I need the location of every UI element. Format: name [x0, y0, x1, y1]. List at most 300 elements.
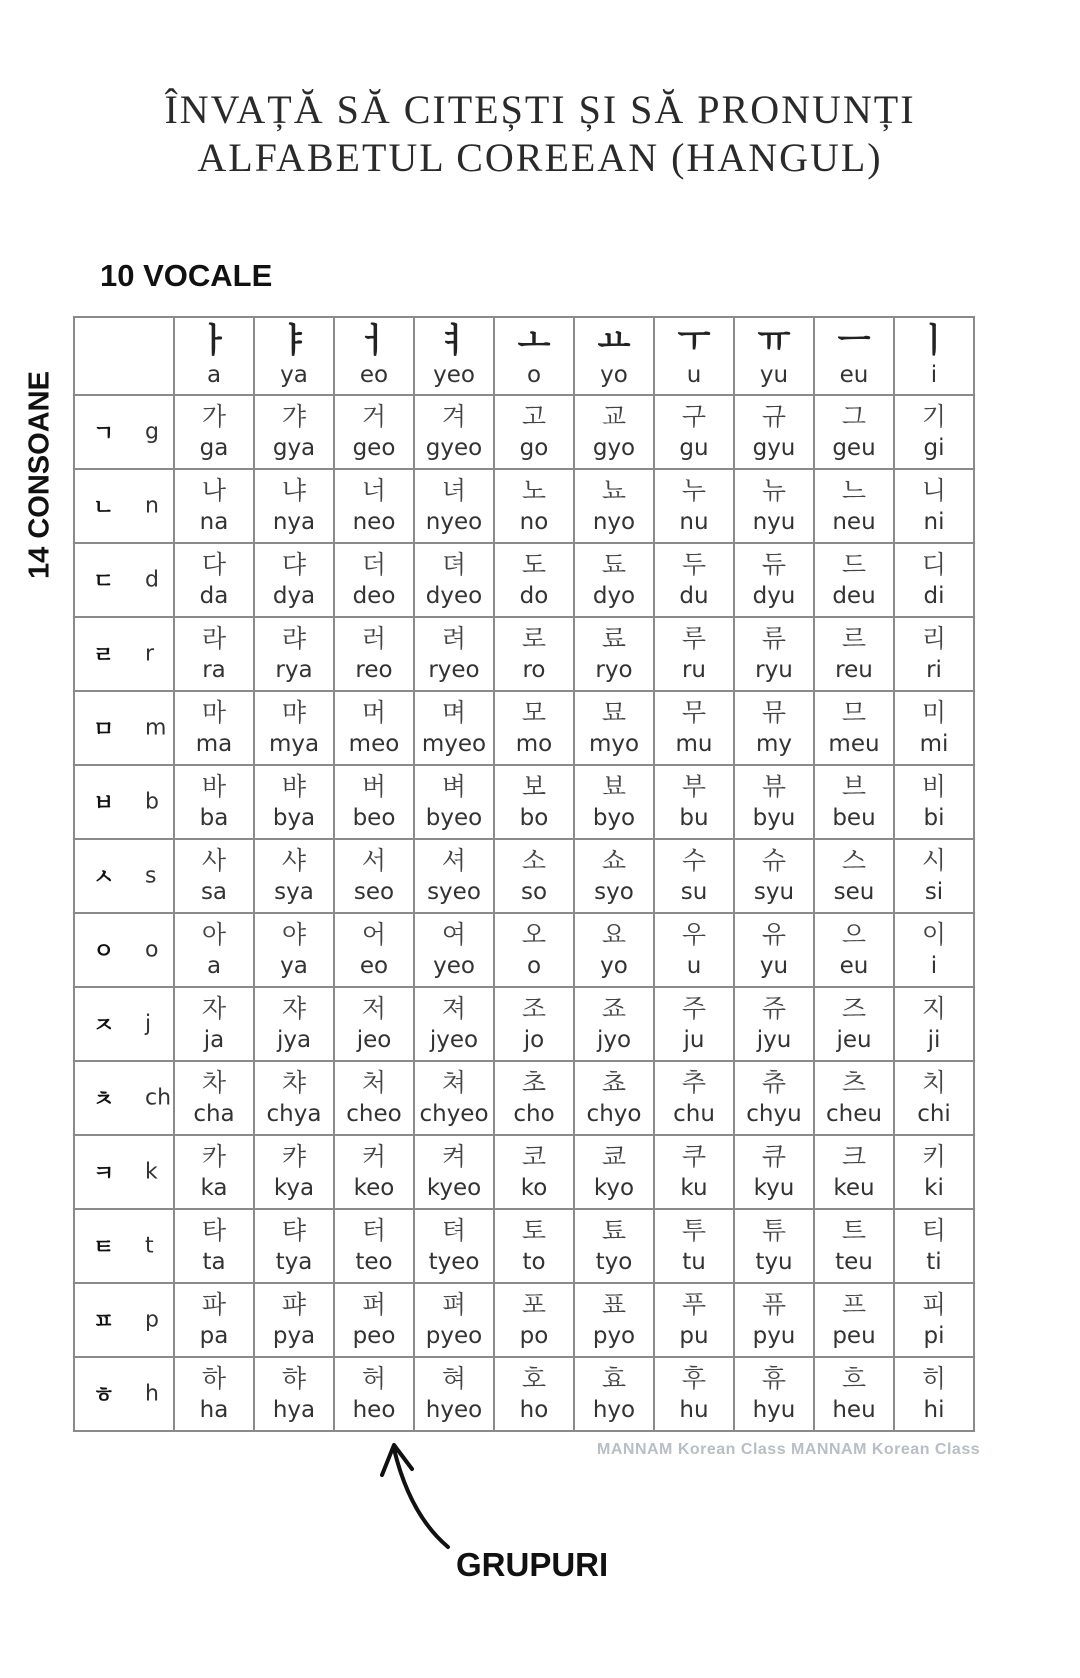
syllable-romanization: u [686, 953, 702, 979]
syllable-romanization: rya [275, 657, 313, 683]
syllable-cell [894, 1135, 974, 1209]
syllable-romanization: gya [272, 435, 316, 461]
consonant-letter: ㄱ [93, 421, 115, 447]
syllable-cell [734, 1061, 814, 1135]
syllable: 효 [601, 1364, 627, 1393]
syllable-romanization: chi [917, 1101, 951, 1127]
syllable: 허 [361, 1364, 387, 1393]
syllable-cell [334, 469, 414, 543]
vowel-romanization: eo [359, 362, 389, 388]
vowel-letter: ㅡ [837, 321, 871, 361]
syllable: 아 [201, 920, 227, 949]
syllable-romanization: cha [193, 1101, 235, 1127]
syllable-cell [574, 543, 654, 617]
syllable-romanization: tya [275, 1249, 313, 1275]
syllable: 먀 [281, 698, 307, 727]
syllable-romanization: da [199, 583, 229, 609]
syllable-romanization: cheo [346, 1101, 402, 1127]
syllable-cell [174, 913, 254, 987]
syllable-cell [894, 691, 974, 765]
syllable-cell [254, 913, 334, 987]
syllable-romanization: heu [832, 1397, 876, 1423]
syllable-cell [654, 543, 734, 617]
syllable-romanization: go [519, 435, 549, 461]
syllable: 츠 [841, 1068, 867, 1097]
syllable: 챠 [281, 1068, 307, 1097]
syllable: 묘 [601, 698, 627, 727]
vowel-romanization: u [686, 362, 702, 388]
syllable-romanization: ko [520, 1175, 548, 1201]
syllable-cell [414, 1209, 494, 1283]
syllable: 며 [441, 698, 467, 727]
syllable: 스 [841, 846, 867, 875]
consonant-cell [74, 1135, 174, 1209]
syllable-cell [414, 1357, 494, 1431]
syllable: 튜 [761, 1216, 787, 1245]
title-line-2: ALFABETUL COREEAN (HANGUL) [197, 135, 883, 180]
syllable-romanization: ta [202, 1249, 226, 1275]
syllable-cell [174, 617, 254, 691]
syllable-cell [894, 913, 974, 987]
syllable: 퍄 [281, 1290, 307, 1319]
syllable: 큐 [761, 1142, 787, 1171]
syllable-romanization: ryu [755, 657, 793, 683]
syllable-cell [254, 1135, 334, 1209]
syllable-cell [494, 1135, 574, 1209]
syllable: 디 [921, 550, 947, 579]
syllable-romanization: ji [927, 1027, 941, 1053]
page-title [0, 86, 1080, 182]
consonant-romanization: d [145, 567, 159, 593]
syllable-romanization: dyu [752, 583, 796, 609]
syllable-romanization: ba [199, 805, 229, 831]
syllable-cell [174, 987, 254, 1061]
syllable-cell [494, 617, 574, 691]
syllable: 고 [521, 402, 547, 431]
syllable-romanization: ka [200, 1175, 228, 1201]
consonant-romanization: t [145, 1233, 154, 1259]
syllable-romanization: pyo [592, 1323, 636, 1349]
syllable: 뱌 [281, 772, 307, 801]
syllable-romanization: jyo [596, 1027, 632, 1053]
consonant-cell [74, 1357, 174, 1431]
consonant-cell [74, 1283, 174, 1357]
syllable-cell [574, 765, 654, 839]
consonant-romanization: s [145, 863, 157, 889]
vowel-letter: ㅣ [917, 321, 951, 361]
groups-label: GRUPURI [456, 1546, 609, 1583]
syllable: 료 [601, 624, 627, 653]
syllable: 므 [841, 698, 867, 727]
syllable-cell [174, 1283, 254, 1357]
syllable-romanization: ra [202, 657, 226, 683]
syllable-romanization: hu [679, 1397, 709, 1423]
syllable-romanization: beo [352, 805, 396, 831]
syllable-cell [814, 691, 894, 765]
syllable-cell [734, 987, 814, 1061]
syllable: 푸 [681, 1290, 707, 1319]
syllable-cell [254, 395, 334, 469]
syllable-cell [414, 395, 494, 469]
vowel-letter: ㅏ [197, 321, 231, 361]
syllable: 커 [361, 1142, 387, 1171]
syllable: 쿄 [601, 1142, 627, 1171]
vowel-letter: ㅜ [677, 321, 711, 361]
consonant-romanization: o [145, 937, 159, 963]
syllable-cell [574, 1357, 654, 1431]
syllable: 펴 [441, 1290, 467, 1319]
syllable-romanization: di [923, 583, 945, 609]
syllable-romanization: ja [203, 1027, 225, 1053]
syllable-romanization: neo [352, 509, 396, 535]
syllable-cell [174, 1357, 254, 1431]
syllable-romanization: myeo [421, 731, 487, 757]
syllable-cell [574, 617, 654, 691]
syllable-romanization: chyo [586, 1101, 642, 1127]
consonant-letter: ㄴ [93, 495, 115, 521]
syllable-cell [574, 691, 654, 765]
syllable-romanization: po [519, 1323, 549, 1349]
syllable: 뎌 [441, 550, 467, 579]
syllable-cell [254, 765, 334, 839]
syllable: 요 [601, 920, 627, 949]
syllable-cell [414, 913, 494, 987]
syllable-romanization: yo [600, 953, 628, 979]
syllable-cell [334, 617, 414, 691]
syllable-cell [414, 1135, 494, 1209]
vowel-romanization: eu [839, 362, 869, 388]
syllable-cell [894, 839, 974, 913]
syllable: 마 [201, 698, 227, 727]
vowel-letter: ㅗ [517, 321, 551, 361]
syllable: 느 [841, 476, 867, 505]
syllable: 슈 [761, 846, 787, 875]
syllable-romanization: peu [832, 1323, 876, 1349]
syllable: 셔 [441, 846, 467, 875]
syllable-romanization: dyo [592, 583, 636, 609]
vowel-letter: ㅠ [757, 321, 791, 361]
syllable: 부 [681, 772, 707, 801]
syllable: 교 [601, 402, 627, 431]
syllable-romanization: reo [355, 657, 393, 683]
syllable: 이 [921, 920, 947, 949]
syllable: 됴 [601, 550, 627, 579]
consonant-cell [74, 469, 174, 543]
syllable-cell [894, 1283, 974, 1357]
syllable: 캬 [281, 1142, 307, 1171]
syllable: 처 [361, 1068, 387, 1097]
syllable-romanization: kyo [593, 1175, 635, 1201]
syllable-romanization: eo [359, 953, 389, 979]
syllable-cell [174, 765, 254, 839]
syllable-romanization: ki [924, 1175, 944, 1201]
syllable: 뉴 [761, 476, 787, 505]
syllable: 크 [841, 1142, 867, 1171]
syllable: 조 [521, 994, 547, 1023]
consonant-cell [74, 913, 174, 987]
syllable-romanization: deu [832, 583, 876, 609]
consonant-cell [74, 987, 174, 1061]
consonant-letter: ㅋ [93, 1161, 115, 1187]
syllable-romanization: jo [523, 1027, 545, 1053]
syllable-cell [414, 617, 494, 691]
vowel-cell [814, 317, 894, 395]
syllable-cell [334, 395, 414, 469]
syllable-cell [334, 1061, 414, 1135]
syllable-cell [894, 1061, 974, 1135]
syllable: 타 [201, 1216, 227, 1245]
syllable-romanization: si [924, 879, 944, 905]
syllable-cell [654, 617, 734, 691]
syllable: 리 [921, 624, 947, 653]
syllable-cell [654, 1283, 734, 1357]
consonant-row [74, 1061, 974, 1135]
syllable: 랴 [281, 624, 307, 653]
syllable-cell [654, 469, 734, 543]
syllable-cell [814, 839, 894, 913]
syllable-cell [174, 691, 254, 765]
syllable: 주 [681, 994, 707, 1023]
syllable-cell [254, 1209, 334, 1283]
consonant-cell [74, 1061, 174, 1135]
syllable-romanization: su [680, 879, 708, 905]
corner-cell [74, 317, 174, 395]
syllable-romanization: ma [195, 731, 233, 757]
syllable-cell [494, 543, 574, 617]
syllable-cell [414, 839, 494, 913]
syllable-cell [494, 913, 574, 987]
consonant-row [74, 987, 974, 1061]
syllable: 뵤 [601, 772, 627, 801]
syllable-cell [814, 1061, 894, 1135]
syllable-romanization: no [519, 509, 549, 535]
syllable: 저 [361, 994, 387, 1023]
syllable-romanization: nyeo [425, 509, 483, 535]
syllable-romanization: syu [753, 879, 795, 905]
syllable: 머 [361, 698, 387, 727]
syllable-romanization: neu [832, 509, 876, 535]
syllable-cell [414, 1283, 494, 1357]
syllable-cell [334, 765, 414, 839]
syllable: 뮤 [761, 698, 787, 727]
syllable-romanization: jyu [756, 1027, 792, 1053]
syllable-cell [734, 839, 814, 913]
syllable: 샤 [281, 846, 307, 875]
syllable: 차 [201, 1068, 227, 1097]
syllable-cell [574, 913, 654, 987]
watermark: MANNAM Korean Class MANNAM Korean Class [597, 1441, 981, 1458]
syllable-cell [334, 691, 414, 765]
syllable-romanization: heo [352, 1397, 396, 1423]
syllable-cell [334, 1283, 414, 1357]
syllable: 냐 [281, 476, 307, 505]
syllable-romanization: deo [352, 583, 396, 609]
syllable-romanization: jyeo [429, 1027, 479, 1053]
consonant-row [74, 765, 974, 839]
consonant-letter: ㅈ [93, 1013, 115, 1039]
syllable-romanization: tu [682, 1249, 706, 1275]
consonant-letter: ㅊ [93, 1087, 115, 1113]
syllable-romanization: gi [923, 435, 945, 461]
syllable: 쳐 [441, 1068, 467, 1097]
syllable-romanization: dyeo [425, 583, 483, 609]
syllable: 뇨 [601, 476, 627, 505]
syllable: 구 [681, 402, 707, 431]
syllable-romanization: du [679, 583, 709, 609]
syllable-cell [494, 765, 574, 839]
syllable-cell [334, 839, 414, 913]
syllable-cell [814, 765, 894, 839]
vowel-letter: ㅓ [357, 321, 391, 361]
syllable-cell [574, 395, 654, 469]
syllable-cell [734, 395, 814, 469]
syllable: 기 [921, 402, 947, 431]
syllable: 터 [361, 1216, 387, 1245]
syllable: 햐 [281, 1364, 307, 1393]
syllable: 바 [201, 772, 227, 801]
vowel-romanization: ya [280, 362, 308, 388]
vowel-cell [494, 317, 574, 395]
syllable-romanization: ga [199, 435, 229, 461]
syllable-romanization: mya [268, 731, 320, 757]
syllable-cell [654, 913, 734, 987]
syllable-cell [734, 765, 814, 839]
syllable-cell [574, 839, 654, 913]
syllable: 버 [361, 772, 387, 801]
syllable-romanization: bu [679, 805, 709, 831]
syllable: 티 [921, 1216, 947, 1245]
syllable: 듀 [761, 550, 787, 579]
syllable: 히 [921, 1364, 947, 1393]
syllable-romanization: jeu [836, 1027, 872, 1053]
syllable-cell [574, 1135, 654, 1209]
vowel-cell [414, 317, 494, 395]
syllable-cell [654, 395, 734, 469]
syllable: 다 [201, 550, 227, 579]
syllable-romanization: kyeo [426, 1175, 482, 1201]
syllable-cell [734, 543, 814, 617]
syllable-cell [494, 839, 574, 913]
syllable: 쇼 [601, 846, 627, 875]
hangul-table [73, 316, 975, 1432]
consonant-romanization: b [145, 789, 159, 815]
syllable-romanization: mu [675, 731, 713, 757]
consonant-letter: ㅇ [93, 939, 115, 965]
consonant-romanization: p [145, 1307, 159, 1333]
syllable: 으 [841, 920, 867, 949]
syllable-cell [414, 469, 494, 543]
syllable-cell [494, 1061, 574, 1135]
syllable-romanization: mi [919, 731, 949, 757]
syllable-romanization: keo [353, 1175, 395, 1201]
syllable-cell [494, 469, 574, 543]
syllable: 로 [521, 624, 547, 653]
syllable: 트 [841, 1216, 867, 1245]
syllable-romanization: teu [835, 1249, 873, 1275]
vowel-cell [894, 317, 974, 395]
syllable: 켜 [441, 1142, 467, 1171]
syllable-cell [574, 1283, 654, 1357]
vowel-cell [574, 317, 654, 395]
syllable-cell [254, 987, 334, 1061]
syllable: 라 [201, 624, 227, 653]
syllable-romanization: yu [759, 953, 789, 979]
syllable: 그 [841, 402, 867, 431]
syllable-cell [254, 839, 334, 913]
syllable: 추 [681, 1068, 707, 1097]
syllable-romanization: ryo [595, 657, 633, 683]
syllable-romanization: cheu [826, 1101, 882, 1127]
syllable-cell [654, 1061, 734, 1135]
syllable-cell [894, 395, 974, 469]
syllable: 뷰 [761, 772, 787, 801]
syllable-romanization: syeo [427, 879, 481, 905]
syllable-cell [494, 1283, 574, 1357]
syllable-romanization: tyo [595, 1249, 633, 1275]
syllable-romanization: ri [926, 657, 942, 683]
arrow-up-icon [380, 1435, 460, 1555]
syllable-romanization: peo [352, 1323, 396, 1349]
syllable-cell [494, 395, 574, 469]
syllable: 도 [521, 550, 547, 579]
syllable: 루 [681, 624, 707, 653]
vowel-cell [254, 317, 334, 395]
vowel-romanization: yeo [433, 362, 475, 388]
syllable: 두 [681, 550, 707, 579]
syllable-cell [814, 395, 894, 469]
syllable-cell [734, 1283, 814, 1357]
syllable: 류 [761, 624, 787, 653]
syllable: 야 [281, 920, 307, 949]
syllable-romanization: nyu [752, 509, 796, 535]
syllable: 휴 [761, 1364, 787, 1393]
syllable: 초 [521, 1068, 547, 1097]
syllable-romanization: meo [348, 731, 400, 757]
syllable-romanization: hyo [592, 1397, 636, 1423]
syllable: 치 [921, 1068, 947, 1097]
consonant-letter: ㅂ [93, 791, 115, 817]
syllable-romanization: ha [199, 1397, 229, 1423]
syllable-cell [654, 1135, 734, 1209]
syllable: 갸 [281, 402, 307, 431]
syllable-cell [734, 913, 814, 987]
syllable: 시 [921, 846, 947, 875]
consonant-letter: ㄹ [93, 643, 115, 669]
syllable: 보 [521, 772, 547, 801]
syllable-cell [734, 617, 814, 691]
syllable-romanization: ru [681, 657, 707, 683]
syllable: 자 [201, 994, 227, 1023]
syllable: 텨 [441, 1216, 467, 1245]
syllable-romanization: bo [519, 805, 549, 831]
syllable: 러 [361, 624, 387, 653]
syllable-romanization: geu [832, 435, 876, 461]
consonant-row [74, 395, 974, 469]
syllable-romanization: reu [835, 657, 873, 683]
vowel-romanization: i [930, 362, 938, 388]
syllable-romanization: ni [923, 509, 945, 535]
syllable-romanization: pyeo [425, 1323, 483, 1349]
syllable-romanization: byeo [425, 805, 483, 831]
syllable-cell [414, 691, 494, 765]
syllable-romanization: to [522, 1249, 546, 1275]
syllable-cell [334, 913, 414, 987]
syllable-romanization: bi [923, 805, 945, 831]
syllable: 유 [761, 920, 787, 949]
syllable-cell [894, 1209, 974, 1283]
syllable-romanization: sa [200, 879, 228, 905]
consonant-row [74, 1357, 974, 1431]
